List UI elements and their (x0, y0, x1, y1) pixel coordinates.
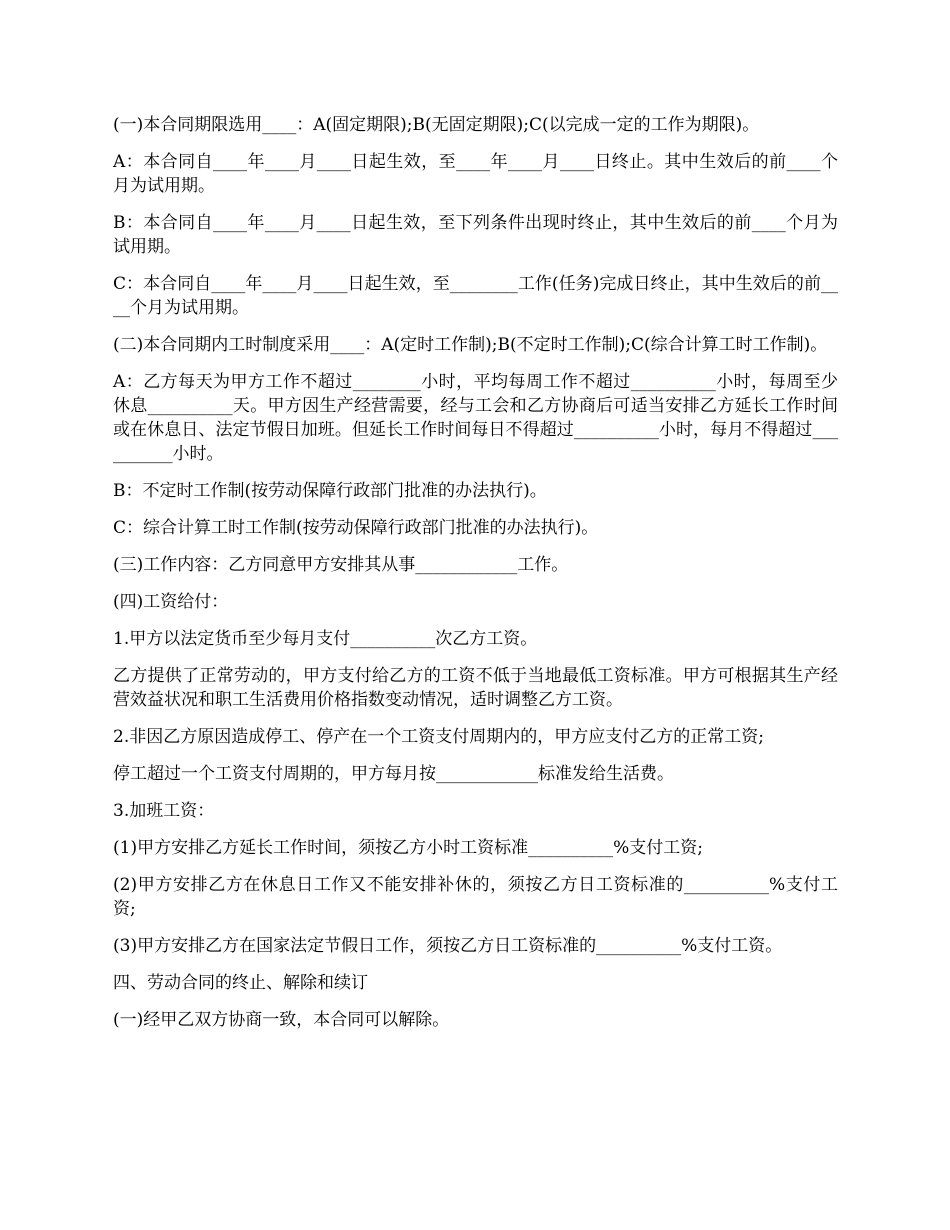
flexible-hours-clause: B：不定时工作制(按劳动保障行政部门批准的办法执行)。 (113, 481, 547, 501)
overtime-pay-heading: 3.加班工资： (113, 801, 215, 821)
wage-frequency-clause: 1.甲方以法定货币至少每月支付__________次乙方工资。 (113, 629, 538, 649)
wage-payment-heading: (四)工资给付： (113, 592, 229, 612)
standard-hours-clause: A：乙方每天为甲方工作不超过________小时，平均每周工作不超过__________小时，每周至少休息__________天。甲方因生产经营需要，经与工会和乙方协商后可适当安排乙方延长工作时间或在休息日、法定节假日加班。但延长工作时间每日不得超过__________小时，每月不得超过__________小时。 (113, 372, 838, 464)
comprehensive-hours-clause: C：综合计算工时工作制(按劳动保障行政部门批准的办法执行)。 (113, 518, 599, 538)
living-allowance-clause: 停工超过一个工资支付周期的，甲方每月按____________标准发给生活费。 (113, 764, 674, 784)
fixed-term-clause: A：本合同自____年____月____日起生效，至____年____月____日终止。其中生效后的前____个月为试用期。 (113, 152, 838, 196)
work-stoppage-clause: 2.非因乙方原因造成停工、停产在一个工资支付周期内的，甲方应支付乙方的正常工资; (113, 727, 764, 747)
open-term-clause: B：本合同自____年____月____日起生效，至下列条件出现时终止，其中生效后的前____个月为试用期。 (113, 213, 838, 257)
contract-term-heading: (一)本合同期限选用____：A(固定期限);B(无固定期限);C(以完成一定的工作为期限)。 (113, 115, 760, 135)
overtime-extended-hours-clause: (1)甲方安排乙方延长工作时间，须按乙方小时工资标准__________%支付工资; (113, 838, 703, 858)
mutual-termination-clause: (一)经甲乙双方协商一致，本合同可以解除。 (113, 1010, 450, 1030)
overtime-rest-day-clause: (2)甲方安排乙方在休息日工作又不能安排补休的，须按乙方日工资标准的__________%支付工资; (113, 875, 838, 919)
overtime-holiday-clause: (3)甲方安排乙方在国家法定节假日工作，须按乙方日工资标准的__________%支付工资。 (113, 936, 783, 956)
job-content-clause: (三)工作内容：乙方同意甲方安排其从事____________工作。 (113, 555, 569, 575)
task-term-clause: C：本合同自____年____月____日起生效，至________工作(任务)完成日终止，其中生效后的前____个月为试用期。 (113, 274, 838, 318)
minimum-wage-clause: 乙方提供了正常劳动的，甲方支付给乙方的工资不低于当地最低工资标准。甲方可根据其生产经营效益状况和职工生活费用价格指数变动情况，适时调整乙方工资。 (113, 666, 838, 710)
working-hours-heading: (二)本合同期内工时制度采用____：A(定时工作制);B(不定时工作制);C(综合计算工时工作制)。 (113, 335, 828, 355)
termination-section-heading: 四、劳动合同的终止、解除和续订 (113, 973, 368, 993)
